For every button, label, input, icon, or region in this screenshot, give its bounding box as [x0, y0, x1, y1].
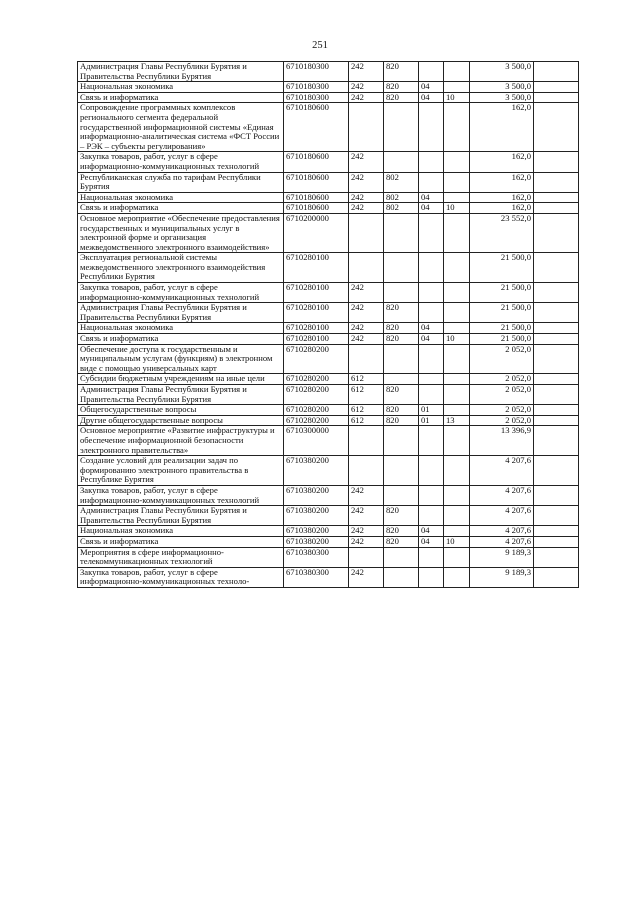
cell-org: 820: [384, 405, 419, 416]
cell-grp: [349, 213, 384, 252]
table-row: [78, 253, 579, 283]
cell-code: 6710280100: [284, 323, 349, 334]
cell-grp: 242: [349, 536, 384, 547]
cell-grp: 242: [349, 567, 384, 587]
cell-name: Субсидии бюджетным учреждениям на иные цели: [78, 374, 284, 385]
cell-grp: 242: [349, 485, 384, 505]
cell-sum: 9 189,3: [470, 547, 534, 567]
cell-pr: [444, 374, 470, 385]
cell-pr: 10: [444, 536, 470, 547]
cell-pr: 13: [444, 415, 470, 426]
cell-grp: [349, 426, 384, 456]
cell-rz: 04: [419, 192, 444, 203]
cell-extra: [534, 203, 579, 214]
cell-code: 6710280100: [284, 253, 349, 283]
table-row: [78, 506, 579, 526]
cell-rz: [419, 385, 444, 405]
table-row: [78, 323, 579, 334]
cell-org: [384, 374, 419, 385]
cell-code: 6710180300: [284, 92, 349, 103]
cell-extra: [534, 567, 579, 587]
cell-pr: [444, 526, 470, 537]
cell-code: 6710180300: [284, 62, 349, 82]
cell-org: 802: [384, 192, 419, 203]
cell-name: Основное мероприятие «Развитие инфраструктуры и обеспечение информационной безопасности электронного правительства»: [78, 426, 284, 456]
table-row: [78, 547, 579, 567]
cell-sum: 21 500,0: [470, 323, 534, 334]
cell-extra: [534, 152, 579, 172]
cell-extra: [534, 526, 579, 537]
cell-code: 6710380300: [284, 547, 349, 567]
cell-pr: [444, 547, 470, 567]
cell-rz: [419, 62, 444, 82]
cell-rz: 01: [419, 405, 444, 416]
table-row: [78, 526, 579, 537]
cell-org: 802: [384, 172, 419, 192]
cell-grp: 242: [349, 323, 384, 334]
table-row: [78, 374, 579, 385]
cell-extra: [534, 547, 579, 567]
cell-pr: [444, 152, 470, 172]
cell-pr: [444, 283, 470, 303]
cell-grp: 242: [349, 203, 384, 214]
cell-rz: [419, 506, 444, 526]
cell-name: Республиканская служба по тарифам Республики Бурятия: [78, 172, 284, 192]
cell-pr: [444, 213, 470, 252]
cell-code: 6710180600: [284, 203, 349, 214]
page-number: 251: [312, 40, 328, 51]
cell-code: 6710280200: [284, 415, 349, 426]
cell-org: [384, 152, 419, 172]
cell-code: 6710180600: [284, 172, 349, 192]
budget-table-body: [78, 62, 579, 588]
table-row: [78, 283, 579, 303]
cell-org: 820: [384, 82, 419, 93]
cell-rz: 04: [419, 334, 444, 345]
cell-sum: 2 052,0: [470, 405, 534, 416]
cell-name: Национальная экономика: [78, 192, 284, 203]
cell-name: Закупка товаров, работ, услуг в сфере информационно-коммуникационных технологий: [78, 283, 284, 303]
cell-sum: 21 500,0: [470, 303, 534, 323]
cell-code: 6710380200: [284, 506, 349, 526]
cell-name: Связь и информатика: [78, 536, 284, 547]
cell-grp: 242: [349, 506, 384, 526]
cell-sum: 162,0: [470, 172, 534, 192]
cell-extra: [534, 92, 579, 103]
cell-sum: 4 207,6: [470, 506, 534, 526]
cell-org: 820: [384, 92, 419, 103]
cell-org: 820: [384, 506, 419, 526]
cell-grp: 242: [349, 152, 384, 172]
cell-grp: 242: [349, 334, 384, 345]
cell-name: Сопровождение программных комплексов регионального сегмента федеральной государственной информационной системы «Единая информационно-аналитическая система «ФСТ России – РЭК – субъекты регулирования»: [78, 103, 284, 152]
cell-name: Закупка товаров, работ, услуг в сфере информационно-коммуникационных техноло-: [78, 567, 284, 587]
cell-rz: [419, 103, 444, 152]
table-row: [78, 334, 579, 345]
cell-code: 6710380200: [284, 536, 349, 547]
cell-code: 6710280200: [284, 374, 349, 385]
cell-rz: 01: [419, 415, 444, 426]
cell-sum: 162,0: [470, 103, 534, 152]
cell-extra: [534, 172, 579, 192]
cell-sum: 3 500,0: [470, 82, 534, 93]
budget-table: [77, 61, 579, 588]
table-row: [78, 344, 579, 374]
cell-sum: 2 052,0: [470, 374, 534, 385]
cell-org: [384, 344, 419, 374]
cell-code: 6710280200: [284, 405, 349, 416]
cell-name: Национальная экономика: [78, 82, 284, 93]
cell-grp: 242: [349, 283, 384, 303]
cell-code: 6710380200: [284, 485, 349, 505]
cell-code: 6710280100: [284, 334, 349, 345]
cell-sum: 21 500,0: [470, 283, 534, 303]
cell-extra: [534, 323, 579, 334]
cell-grp: 612: [349, 415, 384, 426]
cell-org: [384, 283, 419, 303]
cell-sum: 4 207,6: [470, 485, 534, 505]
cell-name: Общегосударственные вопросы: [78, 405, 284, 416]
cell-extra: [534, 334, 579, 345]
cell-grp: 242: [349, 303, 384, 323]
cell-sum: 2 052,0: [470, 344, 534, 374]
cell-org: 820: [384, 536, 419, 547]
cell-sum: 162,0: [470, 152, 534, 172]
cell-org: [384, 547, 419, 567]
cell-pr: 10: [444, 334, 470, 345]
cell-extra: [534, 456, 579, 486]
cell-pr: [444, 344, 470, 374]
cell-code: 6710200000: [284, 213, 349, 252]
cell-rz: [419, 253, 444, 283]
cell-grp: 612: [349, 405, 384, 416]
cell-org: [384, 485, 419, 505]
cell-sum: 162,0: [470, 192, 534, 203]
cell-extra: [534, 426, 579, 456]
cell-rz: [419, 344, 444, 374]
cell-extra: [534, 283, 579, 303]
cell-grp: [349, 103, 384, 152]
table-row: [78, 456, 579, 486]
cell-pr: [444, 82, 470, 93]
cell-pr: [444, 303, 470, 323]
cell-code: 6710180600: [284, 192, 349, 203]
cell-sum: 2 052,0: [470, 415, 534, 426]
cell-org: [384, 253, 419, 283]
cell-org: 820: [384, 323, 419, 334]
cell-org: 802: [384, 203, 419, 214]
cell-extra: [534, 303, 579, 323]
cell-name: Национальная экономика: [78, 526, 284, 537]
cell-grp: [349, 547, 384, 567]
cell-sum: 21 500,0: [470, 253, 534, 283]
cell-grp: 242: [349, 92, 384, 103]
cell-sum: 162,0: [470, 203, 534, 214]
table-row: [78, 152, 579, 172]
cell-rz: 04: [419, 536, 444, 547]
cell-sum: 21 500,0: [470, 334, 534, 345]
cell-pr: [444, 103, 470, 152]
cell-code: 6710280200: [284, 385, 349, 405]
cell-name: Мероприятия в сфере информационно-телекоммуникационных технологий: [78, 547, 284, 567]
cell-org: 820: [384, 526, 419, 537]
cell-grp: 612: [349, 385, 384, 405]
cell-rz: [419, 374, 444, 385]
cell-pr: [444, 323, 470, 334]
cell-pr: [444, 456, 470, 486]
table-row: [78, 385, 579, 405]
cell-name: Основное мероприятие «Обеспечение предоставления государственных и муниципальных услуг в электронной форме и организация межведомственного электронного взаимодействия»: [78, 213, 284, 252]
table-row: [78, 103, 579, 152]
cell-rz: [419, 303, 444, 323]
cell-grp: 242: [349, 192, 384, 203]
cell-rz: [419, 152, 444, 172]
cell-name: Обеспечение доступа к государственным и муниципальным услугам (функциям) в электронном виде с помощью универсальных карт: [78, 344, 284, 374]
cell-org: 820: [384, 62, 419, 82]
cell-org: 820: [384, 385, 419, 405]
cell-name: Связь и информатика: [78, 92, 284, 103]
cell-org: [384, 567, 419, 587]
cell-rz: [419, 426, 444, 456]
table-row: [78, 426, 579, 456]
cell-rz: [419, 456, 444, 486]
cell-extra: [534, 213, 579, 252]
cell-org: [384, 456, 419, 486]
cell-pr: [444, 426, 470, 456]
cell-code: 6710280100: [284, 303, 349, 323]
cell-org: [384, 426, 419, 456]
cell-extra: [534, 62, 579, 82]
cell-pr: [444, 253, 470, 283]
cell-name: Другие общегосударственные вопросы: [78, 415, 284, 426]
cell-name: Администрация Главы Республики Бурятия и Правительства Республики Бурятия: [78, 62, 284, 82]
cell-rz: 04: [419, 323, 444, 334]
cell-name: Администрация Главы Республики Бурятия и Правительства Республики Бурятия: [78, 303, 284, 323]
cell-extra: [534, 506, 579, 526]
cell-sum: 4 207,6: [470, 456, 534, 486]
cell-name: Связь и информатика: [78, 203, 284, 214]
cell-pr: [444, 192, 470, 203]
table-row: [78, 92, 579, 103]
cell-rz: [419, 547, 444, 567]
cell-org: 820: [384, 334, 419, 345]
cell-pr: [444, 172, 470, 192]
cell-pr: [444, 485, 470, 505]
cell-rz: [419, 283, 444, 303]
table-row: [78, 303, 579, 323]
cell-rz: 04: [419, 92, 444, 103]
table-row: [78, 203, 579, 214]
cell-rz: [419, 567, 444, 587]
cell-grp: 242: [349, 526, 384, 537]
cell-pr: [444, 62, 470, 82]
cell-name: Связь и информатика: [78, 334, 284, 345]
cell-name: Национальная экономика: [78, 323, 284, 334]
cell-sum: 23 552,0: [470, 213, 534, 252]
cell-sum: 3 500,0: [470, 92, 534, 103]
cell-sum: 13 396,9: [470, 426, 534, 456]
cell-name: Создание условий для реализации задач по формированию электронного правительства в Республике Бурятия: [78, 456, 284, 486]
cell-extra: [534, 82, 579, 93]
cell-code: 6710380200: [284, 526, 349, 537]
cell-rz: [419, 172, 444, 192]
table-row: [78, 192, 579, 203]
cell-grp: [349, 456, 384, 486]
cell-pr: [444, 506, 470, 526]
cell-extra: [534, 405, 579, 416]
cell-extra: [534, 385, 579, 405]
cell-code: 6710380200: [284, 456, 349, 486]
cell-name: Закупка товаров, работ, услуг в сфере информационно-коммуникационных технологий: [78, 152, 284, 172]
cell-rz: 04: [419, 203, 444, 214]
cell-org: 820: [384, 415, 419, 426]
cell-sum: 4 207,6: [470, 526, 534, 537]
table-row: [78, 405, 579, 416]
cell-pr: [444, 405, 470, 416]
table-row: [78, 62, 579, 82]
cell-grp: [349, 253, 384, 283]
cell-extra: [534, 253, 579, 283]
cell-pr: 10: [444, 92, 470, 103]
cell-grp: 612: [349, 374, 384, 385]
cell-rz: 04: [419, 82, 444, 93]
cell-extra: [534, 415, 579, 426]
cell-org: 820: [384, 303, 419, 323]
cell-code: 6710300000: [284, 426, 349, 456]
cell-org: [384, 213, 419, 252]
cell-sum: 4 207,6: [470, 536, 534, 547]
cell-name: Администрация Главы Республики Бурятия и Правительства Республики Бурятия: [78, 385, 284, 405]
cell-grp: 242: [349, 82, 384, 93]
cell-sum: 3 500,0: [470, 62, 534, 82]
table-row: [78, 567, 579, 587]
cell-extra: [534, 374, 579, 385]
table-row: [78, 172, 579, 192]
cell-grp: [349, 344, 384, 374]
cell-code: 6710280100: [284, 283, 349, 303]
cell-extra: [534, 192, 579, 203]
cell-code: 6710180600: [284, 152, 349, 172]
cell-rz: [419, 213, 444, 252]
cell-grp: 242: [349, 172, 384, 192]
table-row: [78, 213, 579, 252]
cell-code: 6710180300: [284, 82, 349, 93]
cell-grp: 242: [349, 62, 384, 82]
cell-code: 6710180600: [284, 103, 349, 152]
cell-extra: [534, 536, 579, 547]
cell-org: [384, 103, 419, 152]
cell-name: Эксплуатация региональной системы межведомственного электронного взаимодействия Республики Бурятия: [78, 253, 284, 283]
cell-pr: [444, 567, 470, 587]
cell-pr: [444, 385, 470, 405]
cell-extra: [534, 344, 579, 374]
cell-rz: 04: [419, 526, 444, 537]
table-row: [78, 82, 579, 93]
cell-extra: [534, 485, 579, 505]
table-row: [78, 485, 579, 505]
table-row: [78, 536, 579, 547]
table-row: [78, 415, 579, 426]
cell-sum: 2 052,0: [470, 385, 534, 405]
cell-extra: [534, 103, 579, 152]
cell-rz: [419, 485, 444, 505]
cell-sum: 9 189,3: [470, 567, 534, 587]
cell-code: 6710280200: [284, 344, 349, 374]
cell-code: 6710380300: [284, 567, 349, 587]
cell-name: Закупка товаров, работ, услуг в сфере информационно-коммуникационных технологий: [78, 485, 284, 505]
cell-name: Администрация Главы Республики Бурятия и Правительства Республики Бурятия: [78, 506, 284, 526]
cell-pr: 10: [444, 203, 470, 214]
